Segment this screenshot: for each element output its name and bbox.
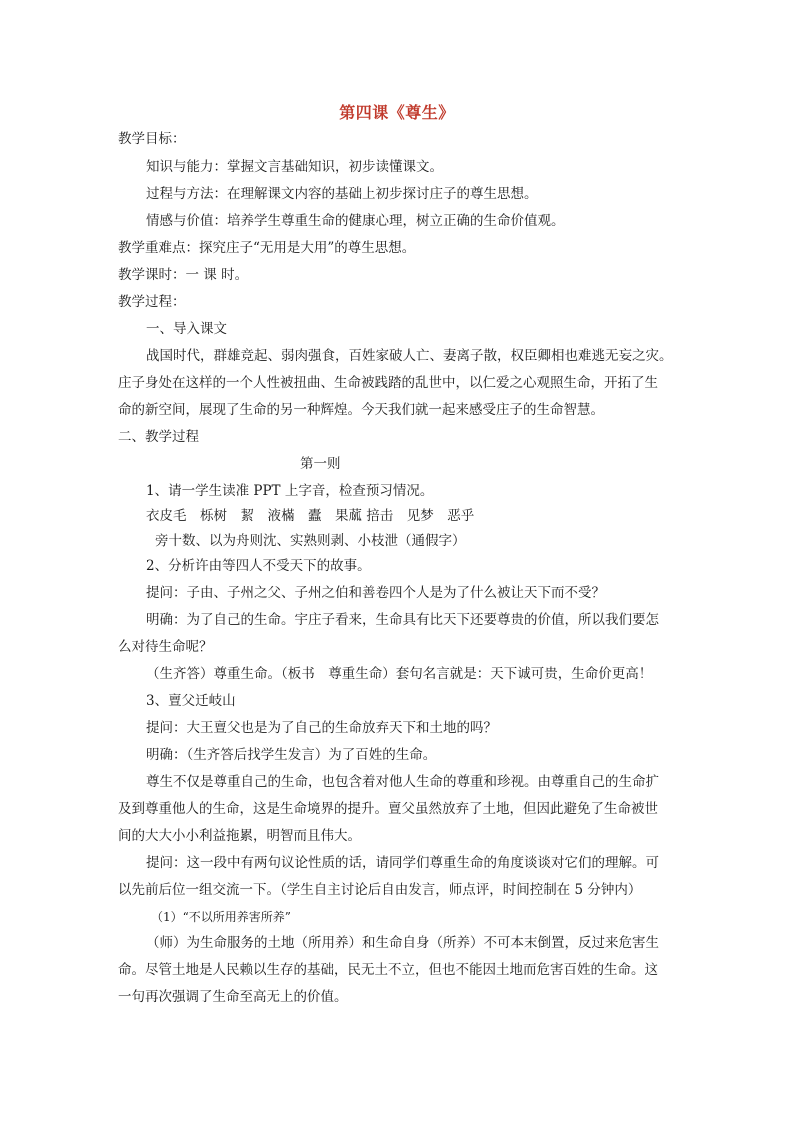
intro-paragraph-line: 战国时代，群雄竞起、弱肉强食，百姓家破人亡、妻离子散，权臣卿相也难逃无妄之灾。 <box>146 348 673 364</box>
question-1: 提问：子由、子州之父、子州之伯和善卷四个人是为了什么被让天下而不受？ <box>146 585 605 601</box>
question-2: 提问：大王亶父也是为了自己的生命放弃天下和土地的吗？ <box>146 720 497 736</box>
paragraph-3-line: 一句再次强调了生命至高无上的价值。 <box>118 989 348 1005</box>
paragraph-2-line: 尊生不仅是尊重自己的生命，也包含着对他人生命的尊重和珍视。由尊重自己的生命扩 <box>146 774 659 790</box>
key-points: 教学重难点：探究庄子“无用是大用”的尊生思想。 <box>118 240 416 256</box>
intro-heading: 一、导入课文 <box>146 321 227 337</box>
paragraph-2-line: 间的大大小小利益拖累，明智而且伟大。 <box>118 828 361 844</box>
paragraph-3-line: 命。尽管土地是人民赖以生存的基础，民无土不立，但也不能因土地而危害百姓的生命。这 <box>118 962 658 978</box>
paragraph-3-line: （师）为生命服务的土地（所用养）和生命自身（所养）不可本末倒置，反过来危害生 <box>146 935 659 951</box>
intro-paragraph-line: 庄子身处在这样的一个人性被扭曲、生命被践踏的乱世中，以仁爱之心观照生命，开拓了生 <box>118 375 658 391</box>
intro-paragraph-line: 命的新空间，展现了生命的另一种辉煌。今天我们就一起来感受庄子的生命智慧。 <box>118 402 604 418</box>
process-heading: 教学过程： <box>118 294 186 310</box>
objective-emotion: 情感与价值：培养学生尊重生命的健康心理，树立正确的生命价值观。 <box>146 213 565 229</box>
objective-process: 过程与方法：在理解课文内容的基础上初步探讨庄子的尊生思想。 <box>146 186 538 202</box>
process-section-heading: 二、教学过程 <box>118 429 199 445</box>
part1-heading: 第一则 <box>300 456 341 472</box>
objective-knowledge: 知识与能力：掌握文言基础知识，初步读懂课文。 <box>146 159 443 175</box>
item-1: 1、请一学生读准 PPT 上字音，检查预习情况。 <box>146 483 434 499</box>
class-hours: 教学课时：一 课 时。 <box>118 267 249 283</box>
answer-1-line: 么对待生命呢？ <box>118 639 213 655</box>
item-3: 3、亶父迁岐山 <box>146 693 236 709</box>
question-3-line: 提问：这一段中有两句议论性质的话，请同学们尊重生命的角度谈谈对它们的理解。可 <box>146 855 659 871</box>
page-title: 第四课《尊生》 <box>339 103 455 122</box>
answer-1-line: 明确：为了自己的生命。宇庄子看来，生命具有比天下还要尊贵的价值，所以我们要怎 <box>146 612 659 628</box>
vocab-line: 衣皮毛 栎树 絜 液樠 蠹 果蓏 掊击 见梦 恶乎 <box>146 508 475 524</box>
objectives-heading: 教学目标： <box>118 131 186 147</box>
paragraph-2-line: 及到尊重他人的生命，这是生命境界的提升。亶父虽然放弃了土地，但因此避免了生命被世 <box>118 801 658 817</box>
answer-2: 明确：（生齐答后找学生发言）为了百姓的生命。 <box>146 747 437 763</box>
tongjiazi-line: 旁十数、以为舟则沈、实熟则剥、小枝泄（通假字） <box>155 533 466 549</box>
item-2: 2、分析许由等四人不受天下的故事。 <box>146 558 371 574</box>
sub-point-1: （1）“不以所用养害所养” <box>151 910 291 924</box>
question-3-line: 以先前后位一组交流一下。（学生自主讨论后自由发言，师点评，时间控制在 5 分钟内） <box>118 882 642 898</box>
answer-1-line: （生齐答）尊重生命。（板书 尊重生命）套句名言就是：天下诚可贵，生命价更高！ <box>146 666 653 682</box>
